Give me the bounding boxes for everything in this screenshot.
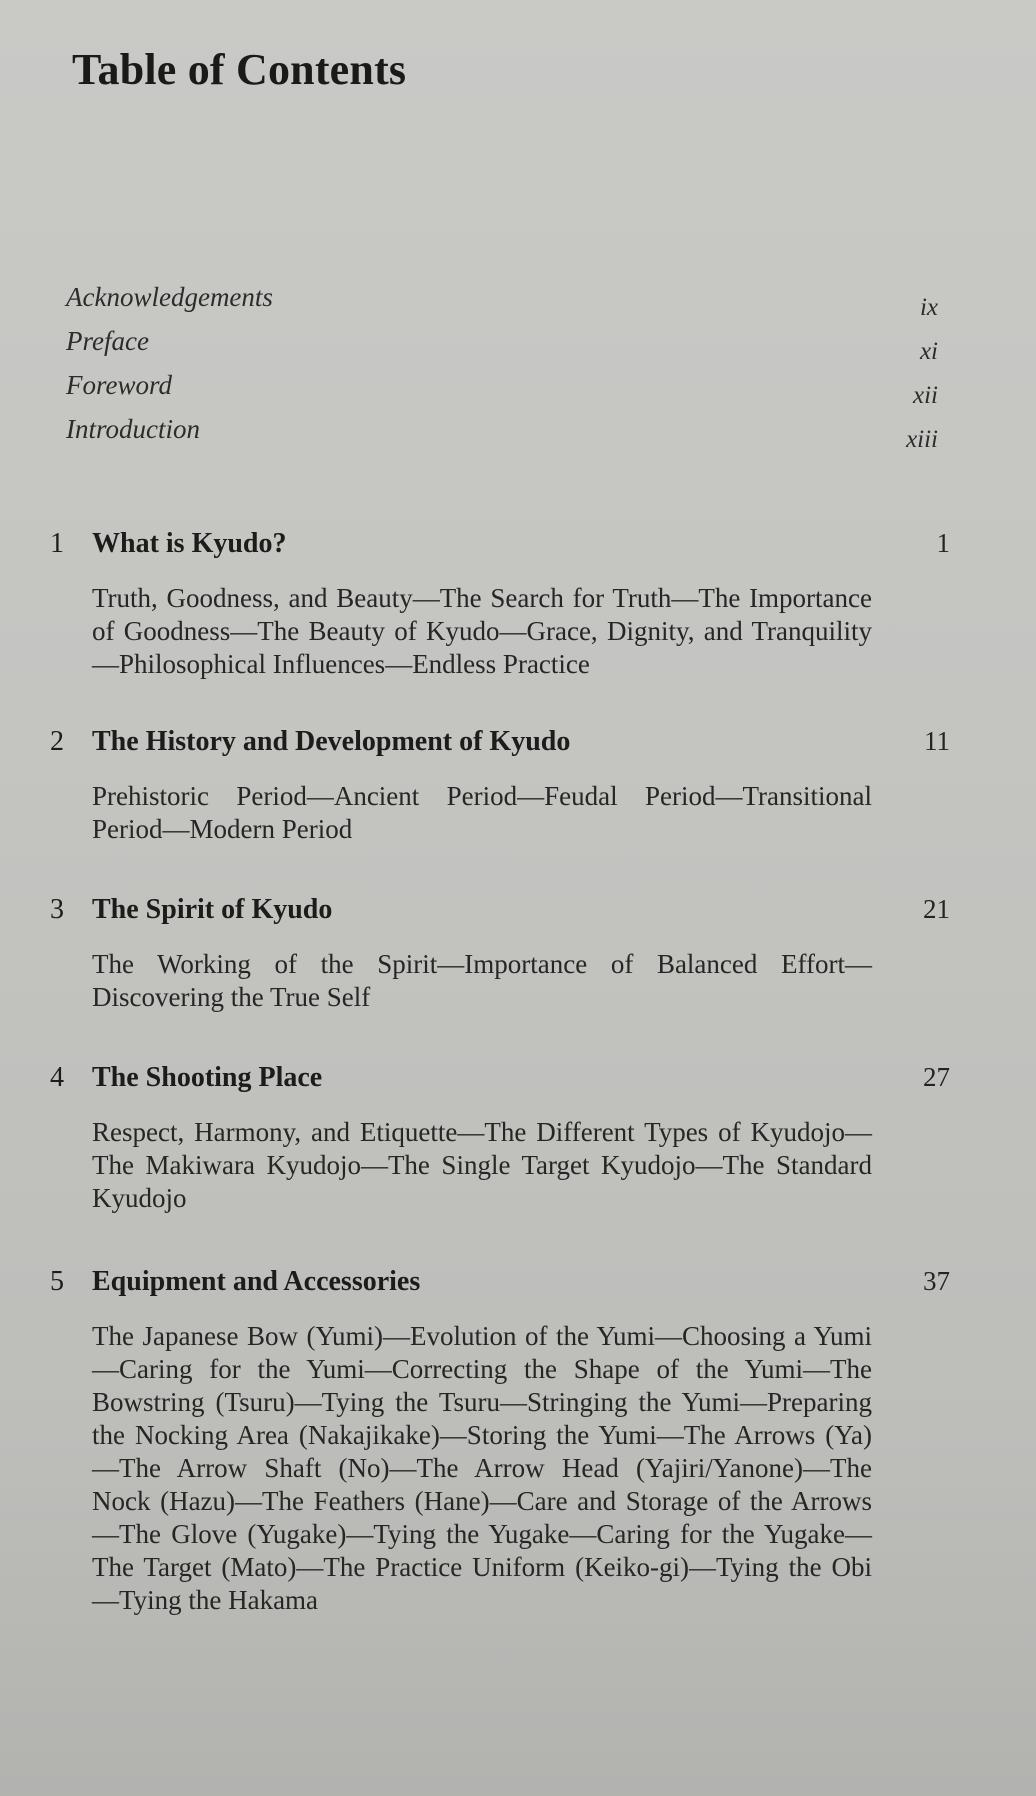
- chapter-entry: [50, 528, 950, 681]
- front-matter-page: xii: [913, 382, 938, 409]
- chapter-page: 11: [924, 726, 950, 756]
- chapter-number: 2: [50, 726, 64, 757]
- page-title: Table of Contents: [72, 45, 407, 94]
- chapter-page: 21: [923, 894, 950, 924]
- chapter-title: Equipment and Accessories: [92, 1266, 421, 1297]
- front-matter-label: Introduction: [66, 414, 200, 444]
- front-matter-page: xi: [919, 338, 938, 365]
- front-matter-item: [62, 326, 942, 370]
- chapter-title: What is Kyudo?: [92, 528, 287, 559]
- front-matter-list: [62, 282, 942, 458]
- chapter-number: 4: [50, 1062, 64, 1093]
- chapter-entry: [50, 1266, 950, 1617]
- chapter-page: 1: [936, 528, 950, 558]
- chapter-number: 1: [50, 528, 64, 559]
- chapter-description: Prehistoric Period—Ancient Period—Feudal Period—Transitional Period—Modern Period: [92, 781, 872, 844]
- front-matter-page: xiii: [906, 426, 938, 453]
- chapter-title: The History and Development of Kyudo: [92, 726, 571, 757]
- chapter-description: The Working of the Spirit—Importance of Balanced Effort—Discovering the True Self: [92, 949, 872, 1012]
- chapter-number: 3: [50, 894, 64, 925]
- chapter-page: 27: [923, 1062, 950, 1092]
- front-matter-label: Foreword: [66, 370, 172, 400]
- chapter-entry: [50, 1062, 950, 1215]
- chapter-page: 37: [923, 1266, 950, 1296]
- chapter-entry: [50, 894, 950, 1014]
- chapter-description: Truth, Goodness, and Beauty—The Search for Truth—The Importance of Goodness—The Beauty of Kyudo—Grace, Dignity, and Tranquility—Philosophical Influences—Endless Practice: [92, 583, 872, 679]
- chapter-number: 5: [50, 1266, 64, 1297]
- chapter-description: The Japanese Bow (Yumi)—Evolution of the Yumi—Choosing a Yumi—Caring for the Yumi—Correcting the Shape of the Yumi—The Bowstring (Tsuru)—Tying the Tsuru—Stringing the Yumi—Preparing the Nocking Area (Nakajikake)—Storing the Yumi—The Arrows (Ya)—The Arrow Shaft (No)—The Arrow Head (Yajiri/Yanone)—The Nock (Hazu)—The Feathers (Hane)—Care and Storage of the Arrows—The Glove (Yugake)—Tying the Yugake—Caring for the Yugake—The Target (Mato)—The Practice Uniform (Keiko-gi)—Tying the Obi—Tying the Hakama: [92, 1321, 872, 1615]
- front-matter-item: [62, 370, 942, 414]
- front-matter-item: [62, 414, 942, 458]
- chapter-title: The Spirit of Kyudo: [92, 894, 333, 925]
- chapter-title: The Shooting Place: [92, 1062, 323, 1093]
- front-matter-label: Preface: [66, 326, 149, 356]
- front-matter-item: [62, 282, 942, 326]
- chapter-entry: [50, 726, 950, 846]
- front-matter-page: ix: [919, 294, 938, 321]
- front-matter-label: Acknowledgements: [66, 282, 273, 312]
- chapter-description: Respect, Harmony, and Etiquette—The Different Types of Kyudojo—The Makiwara Kyudojo—The Single Target Kyudojo—The Standard Kyudojo: [92, 1117, 872, 1213]
